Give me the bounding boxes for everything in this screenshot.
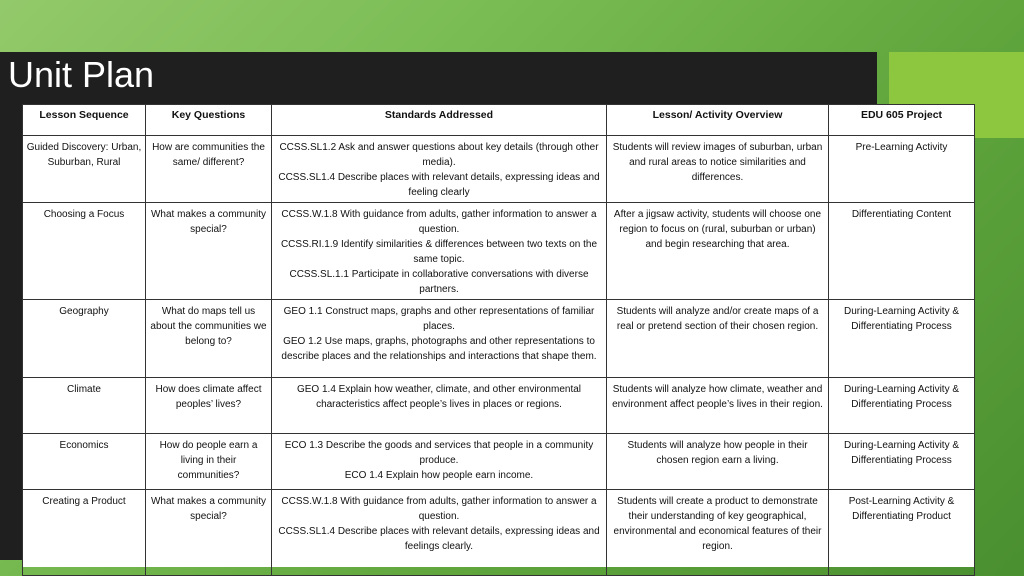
cell-project: During-Learning Activity & Differentiating Process (829, 300, 975, 378)
cell-key-question: What makes a community special? (146, 203, 272, 300)
cell-overview: Students will analyze how climate, weather and environment affect people’s lives in their region. (607, 378, 829, 434)
cell-project: During-Learning Activity & Differentiating Process (829, 434, 975, 490)
standard-line: CCSS.W.1.8 With guidance from adults, gather information to answer a question. (281, 209, 597, 235)
cell-project: Pre-Learning Activity (829, 136, 975, 203)
standard-line: CCSS.SL1.4 Describe places with relevant details, expressing ideas and feeling clearly (278, 172, 600, 198)
slide-title: Unit Plan (8, 54, 155, 95)
cell-key-question: How are communities the same/ different? (146, 136, 272, 203)
table-row (23, 300, 975, 378)
standard-line: ECO 1.4 Explain how people earn income. (344, 470, 534, 481)
cell-overview: Students will review images of suburban, urban and rural areas to notice similarities and differences. (607, 136, 829, 203)
cell-lesson-sequence: Economics (23, 434, 146, 490)
cell-lesson-sequence: Geography (23, 300, 146, 378)
table-row (23, 203, 975, 300)
cell-project: During-Learning Activity & Differentiating Process (829, 378, 975, 434)
standard-line: CCSS.SL.1.1 Participate in collaborative conversations with diverse partners. (289, 269, 589, 295)
cell-key-question: What makes a community special? (146, 490, 272, 576)
cell-overview: Students will create a product to demonstrate their understanding of key geographical, environmental and economical features of their region. (607, 490, 829, 576)
header-lesson-activity-overview: Lesson/ Activity Overview (607, 105, 829, 136)
cell-project: Differentiating Content (829, 203, 975, 300)
cell-lesson-sequence: Choosing a Focus (23, 203, 146, 300)
standard-line: CCSS.RI.1.9 Identify similarities & differences between two texts on the same topic. (280, 239, 598, 265)
table-header-row (23, 105, 975, 136)
cell-standards (272, 490, 607, 576)
table-row (23, 136, 975, 203)
cell-standards (272, 378, 607, 434)
cell-overview: After a jigsaw activity, students will choose one region to focus on (rural, suburban or urban) and begin researching that area. (607, 203, 829, 300)
standard-line: GEO 1.2 Use maps, graphs, photographs and other representations to describe places and the relationships and interactions that shape them. (281, 336, 597, 362)
cell-key-question: How does climate affect peoples’ lives? (146, 378, 272, 434)
standard-line: CCSS.SL1.2 Ask and answer questions about key details (through other media). (279, 142, 599, 168)
unit-plan-table-wrapper (22, 104, 974, 567)
standard-line: GEO 1.1 Construct maps, graphs and other representations of familiar places. (283, 306, 595, 332)
cell-key-question: How do people earn a living in their communities? (146, 434, 272, 490)
table-row (23, 490, 975, 576)
cell-lesson-sequence: Creating a Product (23, 490, 146, 576)
unit-plan-table (22, 104, 975, 576)
standard-line: ECO 1.3 Describe the goods and services that people in a community produce. (284, 440, 594, 466)
standard-line: GEO 1.4 Explain how weather, climate, and other environmental characteristics affect people’s lives in places or regions. (296, 384, 582, 410)
cell-overview: Students will analyze how people in their chosen region earn a living. (607, 434, 829, 490)
cell-standards (272, 434, 607, 490)
cell-standards (272, 203, 607, 300)
standard-line: CCSS.W.1.8 With guidance from adults, gather information to answer a question. (281, 496, 597, 522)
header-key-questions: Key Questions (146, 105, 272, 136)
cell-standards (272, 136, 607, 203)
table-row (23, 434, 975, 490)
cell-standards (272, 300, 607, 378)
header-edu-605-project: EDU 605 Project (829, 105, 975, 136)
table-row (23, 378, 975, 434)
cell-overview: Students will analyze and/or create maps of a real or pretend section of their chosen region. (607, 300, 829, 378)
cell-project: Post-Learning Activity & Differentiating Product (829, 490, 975, 576)
cell-lesson-sequence: Guided Discovery: Urban, Suburban, Rural (23, 136, 146, 203)
header-lesson-sequence: Lesson Sequence (23, 105, 146, 136)
standard-line: CCSS.SL1.4 Describe places with relevant details, expressing ideas and feelings clearly. (278, 526, 600, 552)
cell-lesson-sequence: Climate (23, 378, 146, 434)
cell-key-question: What do maps tell us about the communities we belong to? (146, 300, 272, 378)
header-standards-addressed: Standards Addressed (272, 105, 607, 136)
